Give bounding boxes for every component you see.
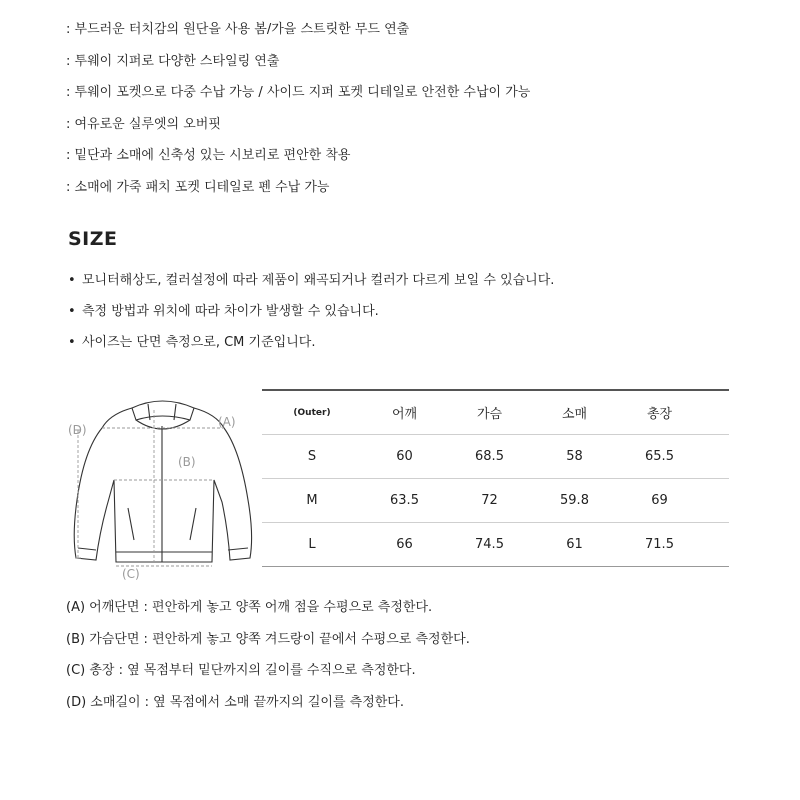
measurement-lines bbox=[78, 410, 224, 566]
feature-item: : 밑단과 소매에 신축성 있는 시보리로 편안한 착용 bbox=[66, 148, 351, 164]
note-text: 모니터해상도, 컬러설정에 따라 제품이 왜곡되거나 컬러가 다르게 보일 수 있습니다. bbox=[82, 273, 555, 288]
table-row bbox=[262, 523, 729, 567]
note-text: 사이즈는 단면 측정으로, CM 기준입니다. bbox=[82, 335, 316, 350]
note-item bbox=[68, 327, 554, 358]
table-cell: 59.8 bbox=[560, 493, 589, 508]
bullet: • bbox=[68, 335, 76, 350]
jacket-measurement-diagram bbox=[62, 390, 262, 585]
bullet: • bbox=[68, 273, 76, 288]
table-cell: 69 bbox=[651, 493, 668, 508]
table-cell: 68.5 bbox=[475, 449, 504, 464]
header-cell: 가슴 bbox=[476, 407, 503, 422]
note-item bbox=[68, 265, 554, 296]
feature-item: : 소매에 가죽 패치 포켓 디테일로 펜 수납 가능 bbox=[66, 179, 330, 195]
table-cell: 72 bbox=[481, 493, 498, 508]
header-cell: 총장 bbox=[646, 407, 673, 422]
header-cell: 소매 bbox=[561, 407, 588, 422]
size-label: L bbox=[308, 537, 316, 552]
measurement-labels bbox=[68, 415, 236, 581]
definition-item: (A) 어깨단면 : 편안하게 놓고 양쪽 어깨 점을 수평으로 측정한다. bbox=[66, 600, 433, 615]
size-heading: SIZE bbox=[68, 228, 118, 250]
table-cell: 58 bbox=[566, 449, 583, 464]
table-cell: 60 bbox=[396, 449, 413, 464]
feature-item: : 부드러운 터치감의 원단을 사용 봄/가을 스트릿한 무드 연출 bbox=[66, 22, 410, 37]
size-table bbox=[262, 389, 729, 567]
label-c: (C) bbox=[122, 567, 140, 581]
label-a: (A) bbox=[218, 415, 236, 429]
label-b: (B) bbox=[178, 455, 196, 469]
definition-item: (B) 가슴단면 : 편안하게 놓고 양쪽 겨드랑이 끝에서 수평으로 측정한다. bbox=[66, 631, 470, 647]
note-text: 측정 방법과 위치에 따라 차이가 발생할 수 있습니다. bbox=[82, 304, 379, 319]
header-cell: (Outer) bbox=[293, 407, 331, 418]
label-d: (D) bbox=[68, 423, 87, 437]
table-cell: 74.5 bbox=[475, 537, 504, 552]
size-label: S bbox=[307, 449, 317, 464]
feature-list bbox=[66, 14, 530, 204]
size-label: M bbox=[306, 493, 318, 508]
definition-item: (C) 총장 : 옆 목점부터 밑단까지의 길이를 수직으로 측정한다. bbox=[66, 663, 416, 678]
table-cell: 61 bbox=[566, 537, 583, 552]
header-cell: 어깨 bbox=[391, 407, 418, 422]
table-cell: 66 bbox=[396, 537, 413, 552]
table-cell: 71.5 bbox=[645, 537, 674, 552]
bullet: • bbox=[68, 304, 76, 319]
note-item bbox=[68, 296, 554, 327]
table-header-row bbox=[262, 391, 729, 435]
feature-item: : 여유로운 실루엣의 오버핏 bbox=[66, 116, 221, 132]
measurement-definitions bbox=[66, 592, 470, 718]
table-row bbox=[262, 479, 729, 523]
table-cell: 63.5 bbox=[390, 493, 419, 508]
jacket-illustration bbox=[62, 390, 262, 585]
size-notes bbox=[68, 265, 554, 358]
feature-item: : 투웨이 포켓으로 다중 수납 가능 / 사이드 지퍼 포켓 디테일로 안전한 수납이 가능 bbox=[66, 85, 531, 101]
table-cell: 65.5 bbox=[645, 449, 674, 464]
definition-item: (D) 소매길이 : 옆 목점에서 소매 끝까지의 길이를 측정한다. bbox=[66, 694, 405, 710]
feature-item: : 투웨이 지퍼로 다양한 스타일링 연출 bbox=[66, 53, 280, 69]
table-row bbox=[262, 435, 729, 479]
